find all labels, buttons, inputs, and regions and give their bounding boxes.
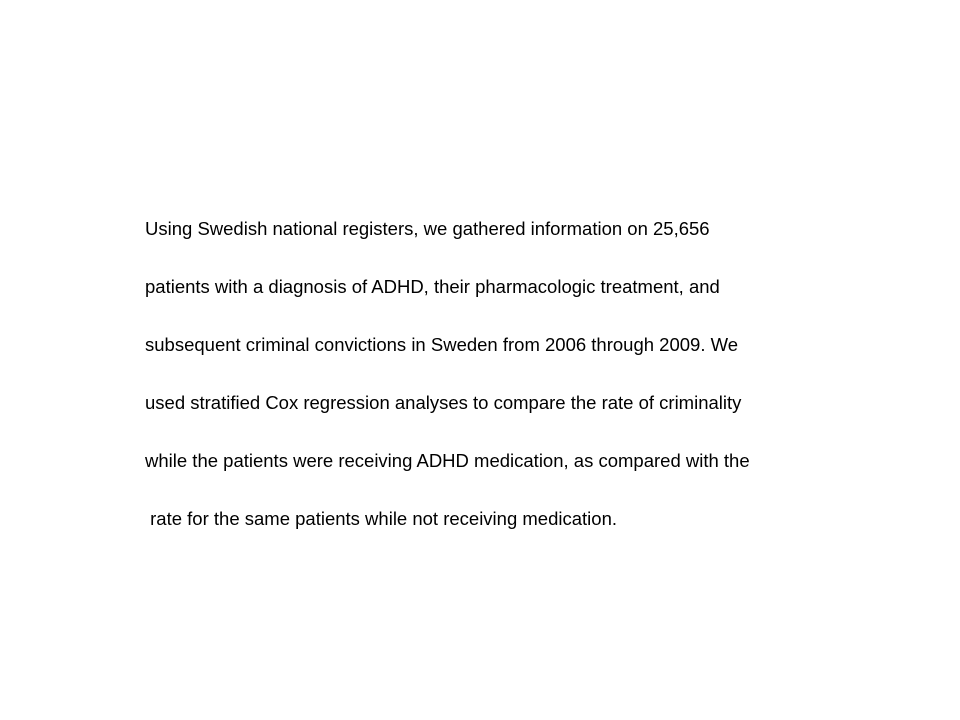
paragraph-line-4: used stratified Cox regression analyses to compare the rate of criminality	[145, 392, 742, 413]
paragraph-line-2: patients with a diagnosis of ADHD, their pharmacologic treatment, and	[145, 276, 720, 297]
paragraph-line-5: while the patients were receiving ADHD medication, as compared with the	[145, 450, 750, 471]
paragraph-line-1: Using Swedish national registers, we gathered information on 25,656	[145, 218, 710, 239]
paragraph-line-6: rate for the same patients while not receiving medication.	[145, 508, 617, 529]
paragraph-line-3: subsequent criminal convictions in Sweden from 2006 through 2009. We	[145, 334, 739, 355]
body-paragraph	[145, 214, 945, 562]
